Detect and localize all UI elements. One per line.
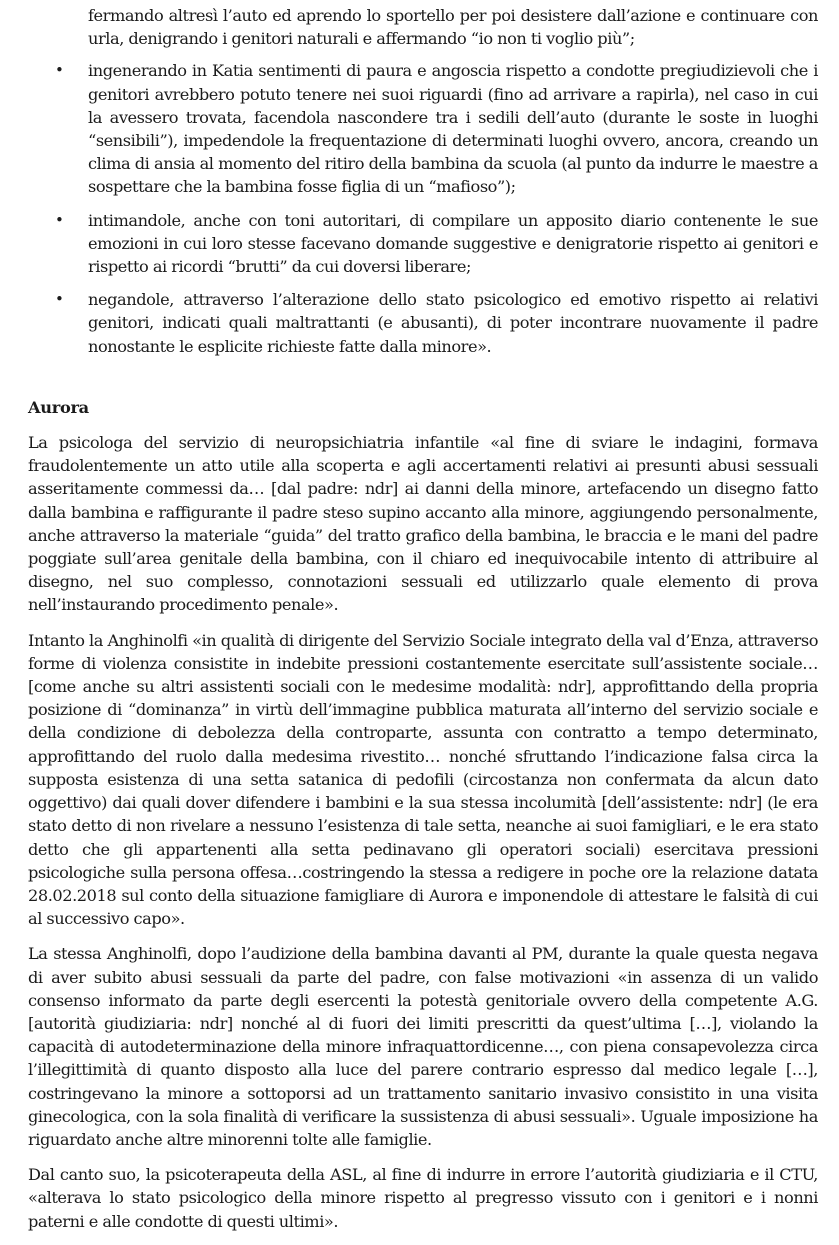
section-heading: Aurora xyxy=(28,397,89,417)
bullet-marker: • xyxy=(55,290,64,309)
document-page xyxy=(28,4,818,1245)
bullet-item xyxy=(28,288,818,358)
paragraph: Intanto la Anghinolfi «in qualità di dirigente del Servizio Sociale integrato della val d’Enza, attraverso forme di violenza consistite in indebite pressioni costantemente esercitate sull’assistente sociale… [come anche su altri assistenti sociali con le medesime modalità: ndr], approfittando della propria posizione di “dominanza” in virtù dell’immagine pubblica maturata all’interno del servizio sociale e della condizione di debolezza della controparte, assunta con contratto a tempo determinato, approfittando del ruolo dalla medesima rivestito… nonché sfruttando l’indicazione falsa circa la supposta esistenza di una setta satanica di pedofili (circostanza non confermata da alcun dato oggettivo) dai quali dover difendere i bambini e la sua stessa incolumità [dell’assistente: ndr] (le era stato detto di non rivelare a nessuno l’esistenza di tale setta, neanche ai suoi famigliari, e le era stato detto che gli appartenenti alla setta pedinavano gli operatori sociali) esercitava pressioni psicologiche sulla persona offesa…costringendo la stessa a redigere in poche ore la relazione datata 28.02.2018 sul conto della situazione famigliare di Aurora e imponendole di attestare le falsità di cui al successivo capo». xyxy=(28,630,818,929)
bullet-marker: • xyxy=(55,210,64,229)
bullet-text: ingenerando in Katia sentimenti di paura e angoscia rispetto a condotte pregiudizievoli che i genitori avrebbero potuto tenere nei suoi riguardi (fino ad arrivare a rapirla), nel caso in cui la avessero trovata, facendola nascondere tra i sedili dell’auto (durante le soste in luoghi “sensibili”), impedendole la frequentazione di determinati luoghi ovvero, ancora, creando un clima di ansia al momento del ritiro della bambina da scuola (al punto da indurre le maestre a sospettare che la bambina fosse figlia di un “mafioso”); xyxy=(88,61,818,197)
paragraph: La stessa Anghinolfi, dopo l’audizione della bambina davanti al PM, durante la quale questa negava di aver subito abusi sessuali da parte del padre, con false motivazioni «in assenza di un valido consenso informato da parte degli esercenti la potestà genitoriale ovvero della competente A.G. [autorità giudiziaria: ndr] nonché al di fuori dei limiti prescritti da quest’ultima […], violando la capacità di autodeterminazione della minore infraquattordicenne…, con piena consapevolezza circa l’illegittimità di quanto disposto alla luce del parere contrario espresso dal medico legale […], costringevano la minore a sottoporsi ad un trattamento sanitario invasivo consistito in una visita ginecologica, con la sola finalità di verificare la sussistenza di abusi sessuali». Uguale imposizione ha riguardato anche altre minorenni tolte alle famiglie. xyxy=(28,944,818,1149)
bullet-text: intimandole, anche con toni autoritari, di compilare un apposito diario contenente le sue emozioni in cui loro stesse facevano domande suggestive e denigratorie rispetto ai genitori e rispetto ai ricordi “brutti” da cui doversi liberare; xyxy=(88,210,818,277)
bullet-text: negandole, attraverso l’alterazione dello stato psicologico ed emotivo rispetto ai relativi genitori, indicati quali maltrattanti (e abusanti), di poter incontrare nuovamente il padre nonostante le esplicite richieste fatte dalla minore». xyxy=(88,290,818,356)
bullet-item xyxy=(28,59,818,198)
paragraph: La psicologa del servizio di neuropsichiatria infantile «al fine di sviare le indagini, formava fraudolentemente un atto utile alla scoperta e agli accertamenti relativi ai presunti abusi sessuali asseritamente commessi da… [dal padre: ndr] ai danni della minore, artefacendo un disegno fatto dalla bambina e raffigurante il padre steso supino accanto alla minore, aggiungendo personalmente, anche attraverso la materiale “guida” del tratto grafico della bambina, le braccia e le mani del padre poggiate sull’area genitale della bambina, con il chiaro ed inequivocabile intento di attribuire al disegno, nel suo complesso, connotazioni sessuali ed utilizzarlo quale elemento di prova nell’instaurando procedimento penale». xyxy=(28,433,818,615)
bullet-item xyxy=(28,209,818,279)
bullet-marker: • xyxy=(55,61,64,80)
continued-bullet-text: fermando altresì l’auto ed aprendo lo sportello per poi desistere dall’azione e continuare con urla, denigrando i genitori naturali e affermando “io non ti voglio più”; xyxy=(88,6,818,49)
paragraph: Dal canto suo, la psicoterapeuta della ASL, al fine di indurre in errore l’autorità giudiziaria e il CTU, «alterava lo stato psicologico della minore rispetto al pregresso vissuto con i genitori e i nonni paterni e alle condotte di questi ultimi». xyxy=(28,1165,818,1231)
bullet-list xyxy=(28,59,818,357)
